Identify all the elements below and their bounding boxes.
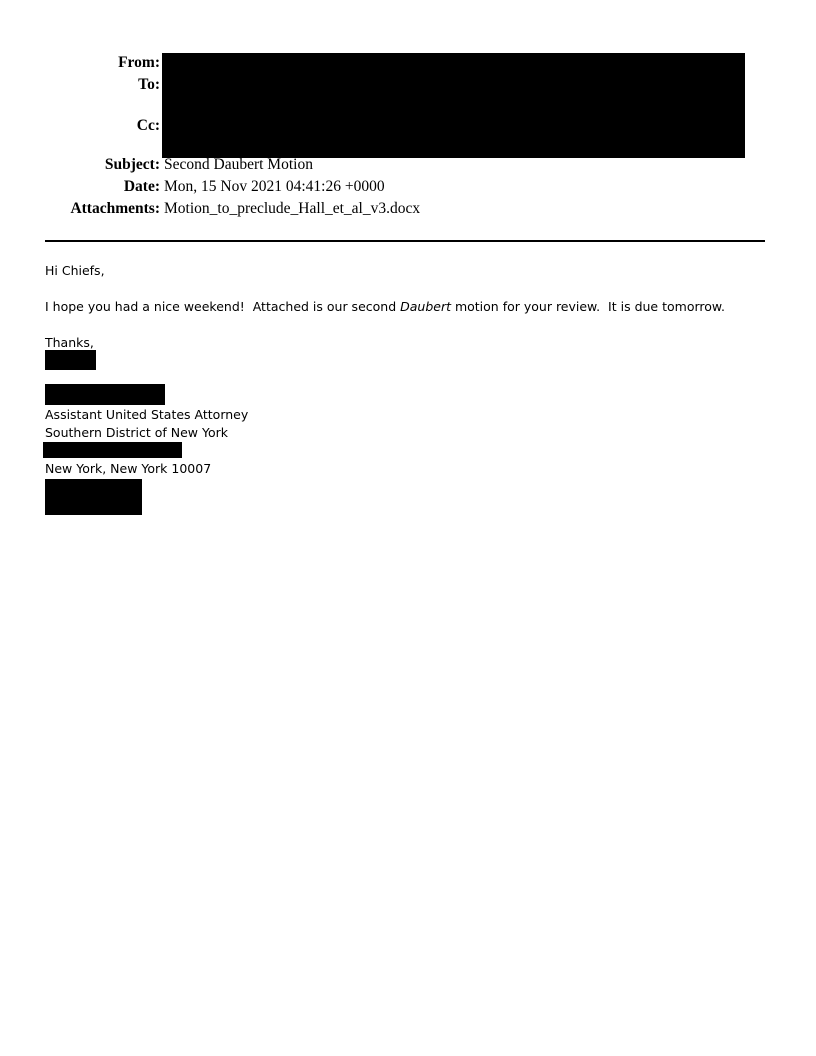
paragraph-text-2: motion for your review. It is due tomorrow.	[450, 299, 725, 314]
attachments-value[interactable]: Motion_to_preclude_Hall_et_al_v3.docx	[164, 200, 421, 217]
signature-office: Southern District of New York	[45, 425, 228, 440]
signature-city-line: New York, New York 10007	[45, 461, 212, 476]
greeting: Hi Chiefs,	[45, 263, 105, 278]
header-recipients-redaction	[162, 53, 745, 158]
address-redaction	[43, 442, 182, 458]
subject-value: Second Daubert Motion	[164, 156, 313, 173]
cc-label: Cc:	[136, 117, 160, 134]
contact-redaction	[45, 479, 142, 515]
paragraph-text-1: I hope you had a nice weekend! Attached is our second	[45, 299, 401, 314]
paragraph-italic-term: Daubert	[400, 299, 451, 314]
signoff: Thanks,	[45, 335, 94, 350]
sender-name-redaction	[45, 350, 96, 370]
from-label: From:	[118, 54, 160, 71]
message-paragraph	[45, 298, 725, 315]
to-label: To:	[138, 76, 160, 93]
signature-title: Assistant United States Attorney	[45, 407, 249, 422]
attachments-label: Attachments:	[70, 200, 160, 217]
sender-fullname-redaction	[45, 384, 165, 405]
date-label: Date:	[123, 178, 160, 195]
subject-label: Subject:	[104, 156, 160, 173]
header-divider	[45, 240, 765, 242]
date-value: Mon, 15 Nov 2021 04:41:26 +0000	[164, 178, 385, 195]
